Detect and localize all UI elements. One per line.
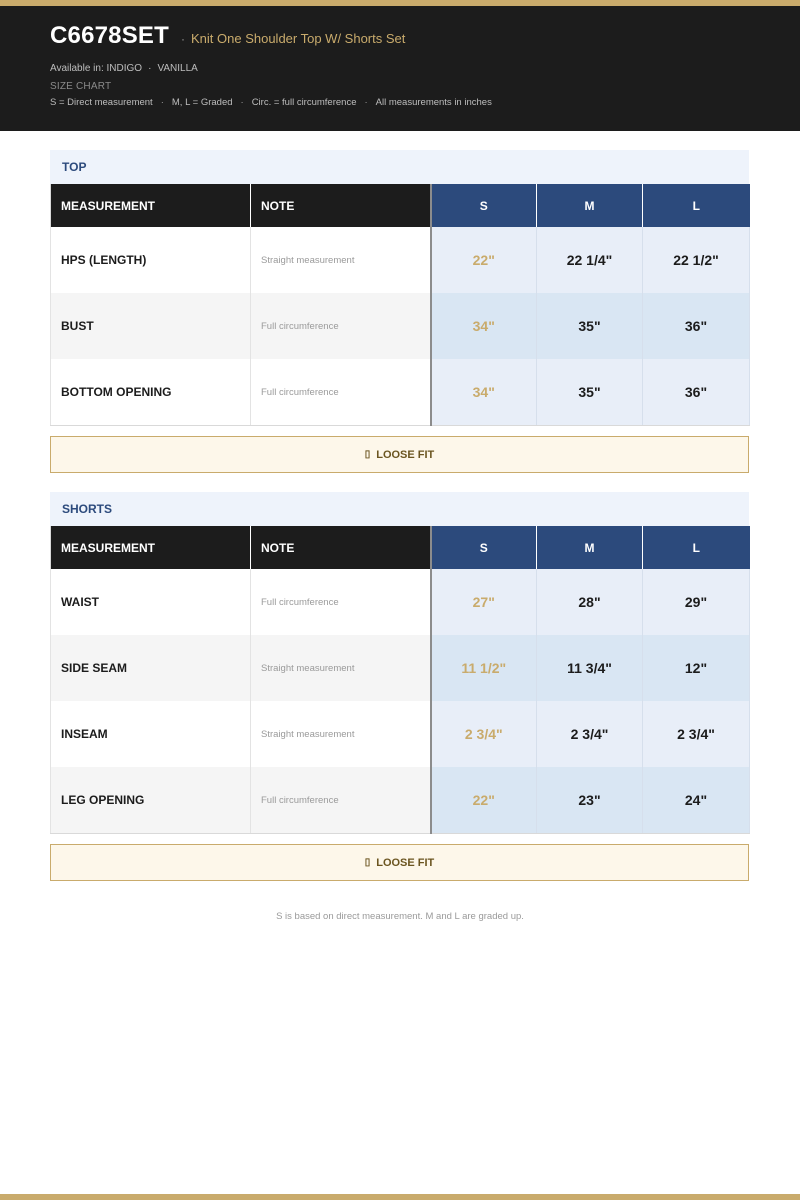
style-code: C6678SET [50, 22, 169, 49]
section-title: SHORTS [50, 492, 749, 526]
fit-label: LOOSE FIT [376, 856, 435, 869]
size-m-column-header: M [537, 526, 643, 569]
measurement-note: Straight measurement [251, 227, 431, 293]
size-l-value: 36" [643, 359, 750, 426]
size-s-column-header: S [431, 526, 537, 569]
table-row [51, 569, 750, 635]
size-m-value: 22 1/4" [537, 227, 643, 293]
size-l-value: 12" [643, 635, 750, 701]
measurement-note: Full circumference [251, 767, 431, 834]
top-size-table [50, 184, 750, 426]
fit-icon: ▯ [364, 449, 371, 460]
color-separator: · [148, 63, 152, 74]
shorts-fit-badge [50, 844, 749, 881]
size-s-column-header: S [431, 184, 537, 227]
table-header-row [51, 526, 750, 569]
measurement-column-header: MEASUREMENT [51, 184, 251, 227]
size-l-value: 22 1/2" [643, 227, 750, 293]
title-separator: · [181, 32, 185, 46]
size-m-value: 35" [537, 293, 643, 359]
title-row [50, 22, 405, 50]
color-option: INDIGO [106, 63, 143, 74]
measurement-note: Full circumference [251, 293, 431, 359]
section-title: TOP [50, 150, 749, 184]
availability-label: Available in: [50, 63, 104, 74]
footnote: S is based on direct measurement. M and L are graded up. [276, 911, 524, 922]
shorts-section [50, 492, 749, 834]
legend-separator: · [160, 97, 164, 108]
size-s-value: 27" [431, 569, 537, 635]
measurement-name: SIDE SEAM [51, 635, 251, 701]
table-row [51, 701, 750, 767]
measurement-name: INSEAM [51, 701, 251, 767]
bottom-accent-rule [0, 1194, 800, 1200]
color-option: VANILLA [157, 63, 198, 74]
size-m-value: 35" [537, 359, 643, 426]
top-fit-badge [50, 436, 749, 473]
measurement-note: Full circumference [251, 359, 431, 426]
size-m-value: 2 3/4" [537, 701, 643, 767]
measurement-name: WAIST [51, 569, 251, 635]
size-m-value: 28" [537, 569, 643, 635]
size-s-value: 34" [431, 293, 537, 359]
legend-item: All measurements in inches [375, 97, 492, 108]
table-header-row [51, 184, 750, 227]
page-header [0, 6, 800, 131]
table-row [51, 227, 750, 293]
size-l-value: 29" [643, 569, 750, 635]
size-l-value: 24" [643, 767, 750, 834]
table-row [51, 635, 750, 701]
size-l-value: 2 3/4" [643, 701, 750, 767]
size-chart-label: SIZE CHART [50, 81, 112, 92]
legend-item: S = Direct measurement [50, 97, 153, 108]
size-l-value: 36" [643, 293, 750, 359]
size-s-value: 22" [431, 227, 537, 293]
size-l-column-header: L [643, 526, 750, 569]
product-name: Knit One Shoulder Top W/ Shorts Set [191, 31, 406, 46]
measurement-note: Straight measurement [251, 635, 431, 701]
measurement-note: Full circumference [251, 569, 431, 635]
note-column-header: NOTE [251, 184, 431, 227]
measurement-name: BUST [51, 293, 251, 359]
table-row [51, 359, 750, 426]
size-l-column-header: L [643, 184, 750, 227]
table-row [51, 293, 750, 359]
size-s-value: 11 1/2" [431, 635, 537, 701]
measurement-name: BOTTOM OPENING [51, 359, 251, 426]
fit-label: LOOSE FIT [376, 448, 435, 461]
note-column-header: NOTE [251, 526, 431, 569]
measurement-legend [50, 97, 492, 108]
table-row [51, 767, 750, 834]
availability-line [50, 63, 198, 74]
size-m-column-header: M [537, 184, 643, 227]
measurement-note: Straight measurement [251, 701, 431, 767]
size-s-value: 22" [431, 767, 537, 834]
measurement-name: LEG OPENING [51, 767, 251, 834]
fit-icon: ▯ [364, 857, 371, 868]
size-m-value: 23" [537, 767, 643, 834]
size-s-value: 2 3/4" [431, 701, 537, 767]
size-s-value: 34" [431, 359, 537, 426]
legend-separator: · [240, 97, 244, 108]
measurement-column-header: MEASUREMENT [51, 526, 251, 569]
legend-item: Circ. = full circumference [251, 97, 357, 108]
measurement-name: HPS (LENGTH) [51, 227, 251, 293]
legend-item: M, L = Graded [171, 97, 233, 108]
top-section [50, 150, 749, 426]
shorts-size-table [50, 526, 750, 834]
legend-separator: · [364, 97, 368, 108]
size-m-value: 11 3/4" [537, 635, 643, 701]
